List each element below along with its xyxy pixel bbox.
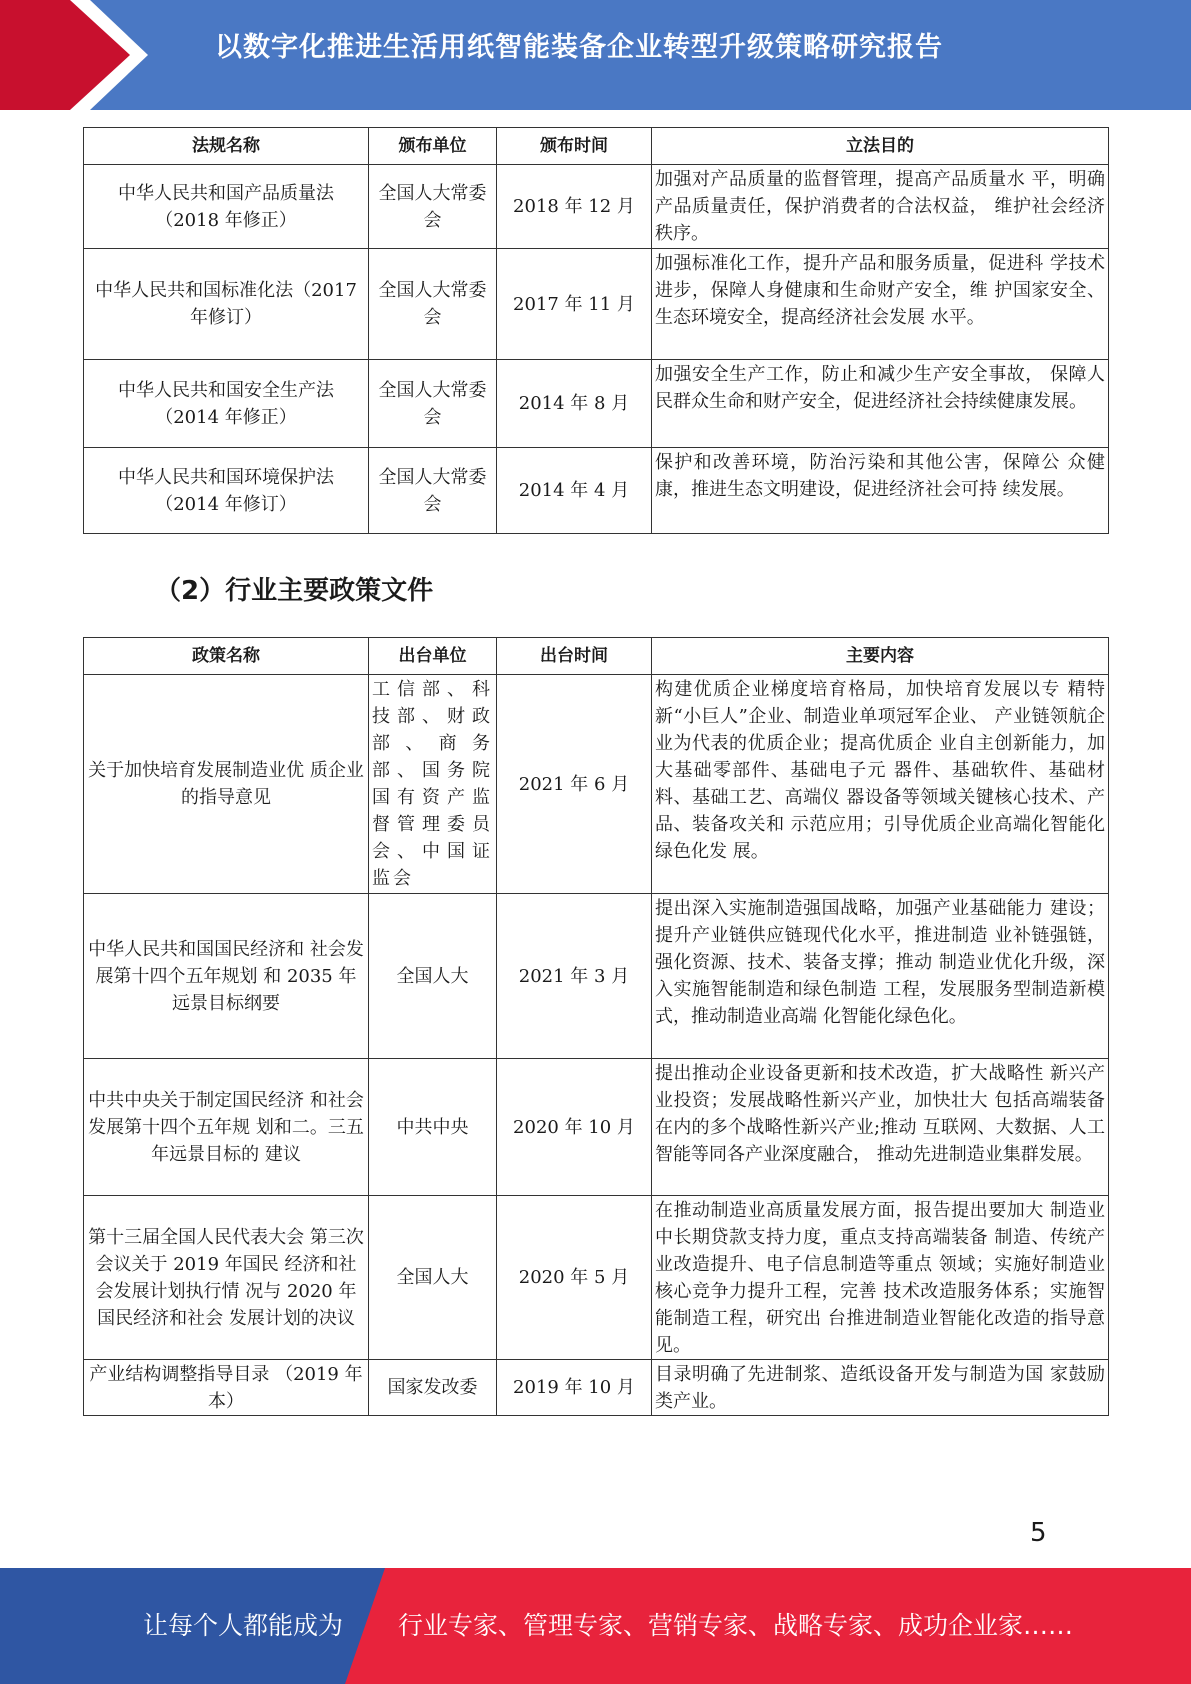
law-unit: 全国人大常委会 xyxy=(369,360,497,448)
policy-name: 产业结构调整指导目录 （2019 年本） xyxy=(84,1360,369,1416)
law-date: 2017 年 11 月 xyxy=(497,249,652,360)
table-row xyxy=(84,1059,1109,1196)
policy-content: 提出深入实施制造强国战略，加强产业基础能力 建设；提升产业链供应链现代化水平，推进制造 业补链强链，强化资源、技术、装备支撑；推动 制造业优化升级，深入实施智能制造和绿色制造 工程，发展服务型制造新模式，推动制造业高端 化智能化绿色化。 xyxy=(652,894,1109,1059)
law-name: 中华人民共和国产品质量法（2018 年修正） xyxy=(84,165,369,249)
column-header: 立法目的 xyxy=(652,128,1109,165)
table-header-row xyxy=(84,638,1109,675)
law-name: 中华人民共和国安全生产法（2014 年修正） xyxy=(84,360,369,448)
policy-content: 提出推动企业设备更新和技术改造，扩大战略性 新兴产业投资；发展战略性新兴产业，加快壮大 包括高端装备在内的多个战略性新兴产业;推动 互联网、大数据、人工智能等同各产业深度融合， 推动先进制造业集群发展。 xyxy=(652,1059,1109,1196)
column-header: 颁布时间 xyxy=(497,128,652,165)
column-header: 主要内容 xyxy=(652,638,1109,675)
section-heading: （2）行业主要政策文件 xyxy=(155,576,434,606)
page-number: 5 xyxy=(1030,1518,1047,1548)
law-purpose: 保护和改善环境，防治污染和其他公害，保障公 众健康，推进生态文明建设，促进经济社会可持 续发展。 xyxy=(652,448,1109,534)
policy-unit: 中共中央 xyxy=(369,1059,497,1196)
policy-table xyxy=(83,637,1109,1416)
column-header: 颁布单位 xyxy=(369,128,497,165)
policy-unit: 全国人大 xyxy=(369,894,497,1059)
table-row xyxy=(84,165,1109,249)
policy-date: 2019 年 10 月 xyxy=(497,1360,652,1416)
policy-date: 2021 年 6 月 xyxy=(497,675,652,894)
column-header: 出台时间 xyxy=(497,638,652,675)
laws-table xyxy=(83,127,1109,534)
policy-name: 中华人民共和国国民经济和 社会发展第十四个五年规划 和 2035 年远景目标纲要 xyxy=(84,894,369,1059)
law-purpose: 加强安全生产工作，防止和减少生产安全事故， 保障人民群众生命和财产安全，促进经济社会持续健康发展。 xyxy=(652,360,1109,448)
policy-unit: 工信部、科技部、财政部、商务部、国务院国有资产监督管理委员会、中国证监会 xyxy=(369,675,497,894)
policy-name: 第十三届全国人民代表大会 第三次会议关于 2019 年国民 经济和社会发展计划执行情 况与 2020 年国民经济和社会 发展计划的决议 xyxy=(84,1196,369,1360)
law-unit: 全国人大常委会 xyxy=(369,165,497,249)
law-name: 中华人民共和国环境保护法（2014 年修订） xyxy=(84,448,369,534)
report-title: 以数字化推进生活用纸智能装备企业转型升级策略研究报告 xyxy=(215,32,943,63)
law-date: 2018 年 12 月 xyxy=(497,165,652,249)
policy-name: 中共中央关于制定国民经济 和社会发展第十四个五年规 划和二。三五年远景目标的 建议 xyxy=(84,1059,369,1196)
red-chevron-decoration xyxy=(0,0,150,110)
law-unit: 全国人大常委会 xyxy=(369,448,497,534)
policy-content: 目录明确了先进制浆、造纸设备开发与制造为国 家鼓励类产业。 xyxy=(652,1360,1109,1416)
law-date: 2014 年 8 月 xyxy=(497,360,652,448)
page-header-banner xyxy=(0,0,1191,110)
policy-content: 构建优质企业梯度培育格局，加快培育发展以专 精特新“小巨人”企业、制造业单项冠军企业、 产业链领航企业为代表的优质企业；提高优质企 业自主创新能力，加大基础零部件、基础电子元 器件、基础软件、基础材料、基础工艺、高端仪 器设备等领域关键核心技术、产品、装备攻关和 示范应用；引导优质企业高端化智能化绿色化发 展。 xyxy=(652,675,1109,894)
footer-slogan-right: 行业专家、管理专家、营销专家、战略专家、成功企业家…… xyxy=(398,1611,1074,1640)
policy-name: 关于加快培育发展制造业优 质企业的指导意见 xyxy=(84,675,369,894)
policy-unit: 全国人大 xyxy=(369,1196,497,1360)
column-header: 政策名称 xyxy=(84,638,369,675)
policy-content: 在推动制造业高质量发展方面，报告提出要加大 制造业中长期贷款支持力度，重点支持高端装备 制造、传统产业改造提升、电子信息制造等重点 领域；实施好制造业核心竞争力提升工程，完善 技术改造服务体系；实施智能制造工程，研究出 台推进制造业智能化改造的指导意见。 xyxy=(652,1196,1109,1360)
policy-unit: 国家发改委 xyxy=(369,1360,497,1416)
policy-date: 2021 年 3 月 xyxy=(497,894,652,1059)
policy-date: 2020 年 10 月 xyxy=(497,1059,652,1196)
table-row xyxy=(84,448,1109,534)
law-purpose: 加强对产品质量的监督管理，提高产品质量水 平，明确产品质量责任，保护消费者的合法权益， 维护社会经济秩序。 xyxy=(652,165,1109,249)
law-unit: 全国人大常委会 xyxy=(369,249,497,360)
law-name: 中华人民共和国标准化法（2017 年修订） xyxy=(84,249,369,360)
law-purpose: 加强标准化工作，提升产品和服务质量，促进科 学技术进步，保障人身健康和生命财产安全，维 护国家安全、生态环境安全，提高经济社会发展 水平。 xyxy=(652,249,1109,360)
table-header-row xyxy=(84,128,1109,165)
table-row xyxy=(84,1360,1109,1416)
table-row xyxy=(84,249,1109,360)
law-date: 2014 年 4 月 xyxy=(497,448,652,534)
footer-slogan-left: 让每个人都能成为 xyxy=(143,1611,344,1640)
page-footer-banner xyxy=(0,1568,1191,1684)
column-header: 法规名称 xyxy=(84,128,369,165)
table-row xyxy=(84,894,1109,1059)
table-row xyxy=(84,360,1109,448)
column-header: 出台单位 xyxy=(369,638,497,675)
table-row xyxy=(84,1196,1109,1360)
table-row xyxy=(84,675,1109,894)
policy-date: 2020 年 5 月 xyxy=(497,1196,652,1360)
